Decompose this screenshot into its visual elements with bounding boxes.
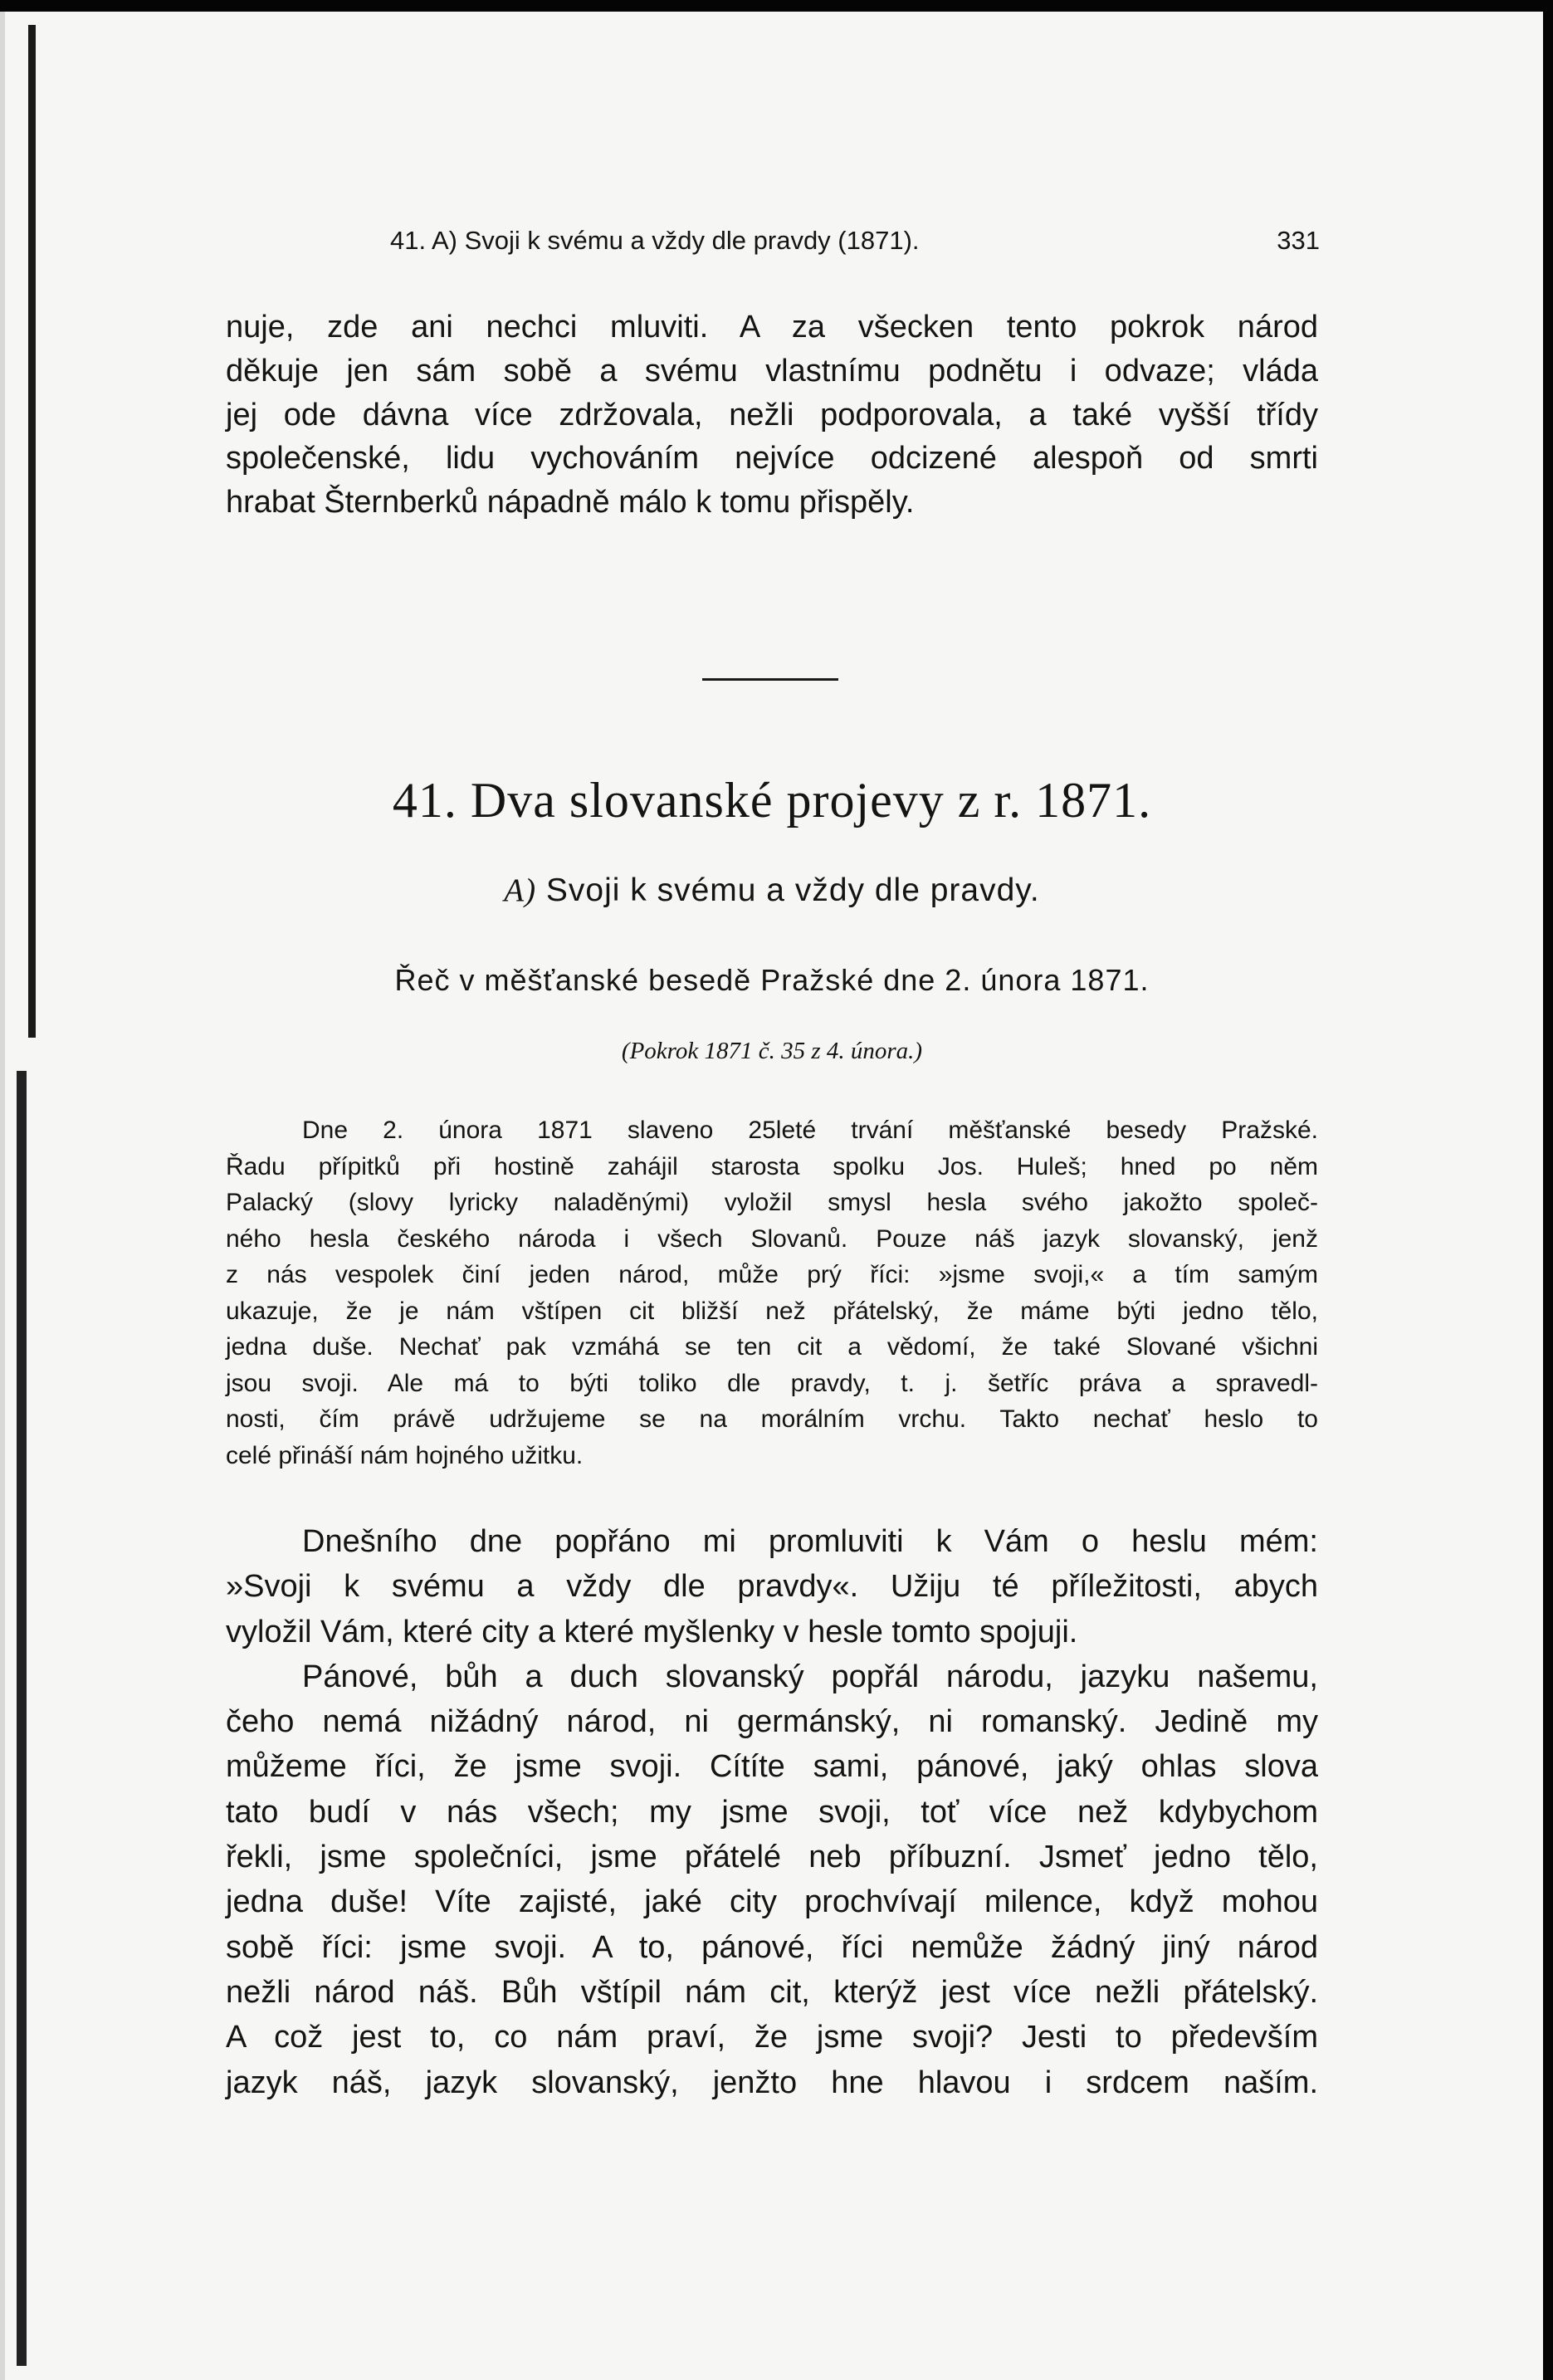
text-line: jsou svoji. Ale má to býti toliko dle pravdy, t. j. šetříc práva a spravedl- [226,1369,1318,1397]
text-line: nežli národ náš. Bůh vštípil nám cit, kterýž jest více nežli přátelský. [226,1974,1318,2010]
text-line: jazyk náš, jazyk slovanský, jenžto hne hlavou i srdcem naším. [226,2065,1318,2100]
text-line: sobě říci: jsme svoji. A to, pánové, říci nemůže žádný jiný národ [226,1929,1318,1965]
subtitle-text: Svoji k svému a vždy dle pravdy. [545,872,1040,908]
text-line: celé přináší nám hojného užitku. [226,1441,584,1469]
scan-edge-left-upper [28,25,36,1038]
text-line: Pánové, bůh a duch slovanský popřál národu, jazyku našemu, [302,1659,1318,1694]
text-line: Dnešního dne popřáno mi promluviti k Vám o heslu mém: [302,1524,1318,1559]
text-line: řekli, jsme společníci, jsme přátelé neb příbuzní. Jsmeť jedno tělo, [226,1840,1318,1875]
text-line: nuje, zde ani nechci mluviti. A za všecken tento pokrok národ [226,310,1318,345]
running-head-title: 41. A) Svoji k svému a vždy dle pravdy (1871). [390,226,920,255]
text-line: jedna duše. Nechať pak vzmáhá se ten cit a vědomí, že také Slované všichni [226,1333,1318,1361]
text-line: hrabat Šternberků nápadně málo k tomu přispěly. [226,485,915,520]
text-line: Palacký (slovy lyricky naladěnými) vyložil smysl hesla svého jakožto společ- [226,1189,1318,1216]
scan-edge-right [1543,0,1553,2380]
text-line: Řadu přípitků při hostině zahájil starosta spolku Jos. Huleš; hned po něm [226,1152,1318,1180]
text-line: ného hesla českého národa i všech Slovanů. Pouze náš jazyk slovanský, jenž [226,1224,1318,1253]
scan-edge-left-lower [17,1071,27,2366]
section-title: 41. Dva slovanské projevy z r. 1871. [392,773,1152,828]
text-line: A což jest to, co nám praví, že jsme svoji? Jesti to především [226,2020,1318,2055]
running-head [390,226,1320,256]
text-line: z nás vespolek činí jeden národ, může prý říci: »jsme svoji,« a tím samým [226,1261,1318,1288]
text-line: společenské, lidu vychováním nejvíce odcizené alespoň od smrti [226,441,1318,476]
text-line: můžeme říci, že jsme svoji. Cítíte sami, pánové, jaký ohlas slova [226,1749,1318,1785]
text-line: jedna duše! Víte zajisté, jaké city prochvívají milence, když mohou [226,1884,1318,1920]
text-line: Dne 2. února 1871 slaveno 25leté trvání měšťanské besedy Pražské. [302,1117,1318,1144]
text-line: vyložil Vám, které city a které myšlenky v hesle tomto spojuji. [226,1614,1078,1649]
carryover-paragraph [226,305,1318,525]
scan-edge-top [0,0,1553,12]
speech-body [226,1519,1318,2105]
text-line: »Svoji k svému a vždy dle pravdy«. Užiju té příležitosti, abych [226,1569,1318,1605]
subtitle-prefix: A) [504,872,537,908]
scan-edge-left-shadow [0,0,5,2380]
text-line: tato budí v nás všech; my jsme svoji, toť více než kdybychom [226,1794,1318,1830]
text-line: nosti, čím právě udržujeme se na morálním vrchu. Takto nechať heslo to [226,1405,1318,1433]
text-line: jej ode dávna více zdržovala, nežli podporovala, a také vyšší třídy [226,397,1318,433]
text-line: děkuje jen sám sobě a svému vlastnímu podnětu i odvaze; vláda [226,353,1318,389]
speech-occasion: Řeč v měšťanské besedě Pražské dne 2. února 1871. [394,963,1150,997]
section-subtitle [226,872,1318,909]
section-divider [702,678,838,681]
page-number: 331 [1277,226,1320,255]
text-line: ukazuje, že je nám vštípen cit bližší než přátelský, že máme býti jedno tělo, [226,1297,1318,1325]
source-reference: (Pokrok 1871 č. 35 z 4. února.) [621,1038,923,1064]
intro-paragraph [226,1112,1318,1473]
text-line: čeho nemá nižádný národ, ni germánský, ni romanský. Jedině my [226,1704,1318,1740]
